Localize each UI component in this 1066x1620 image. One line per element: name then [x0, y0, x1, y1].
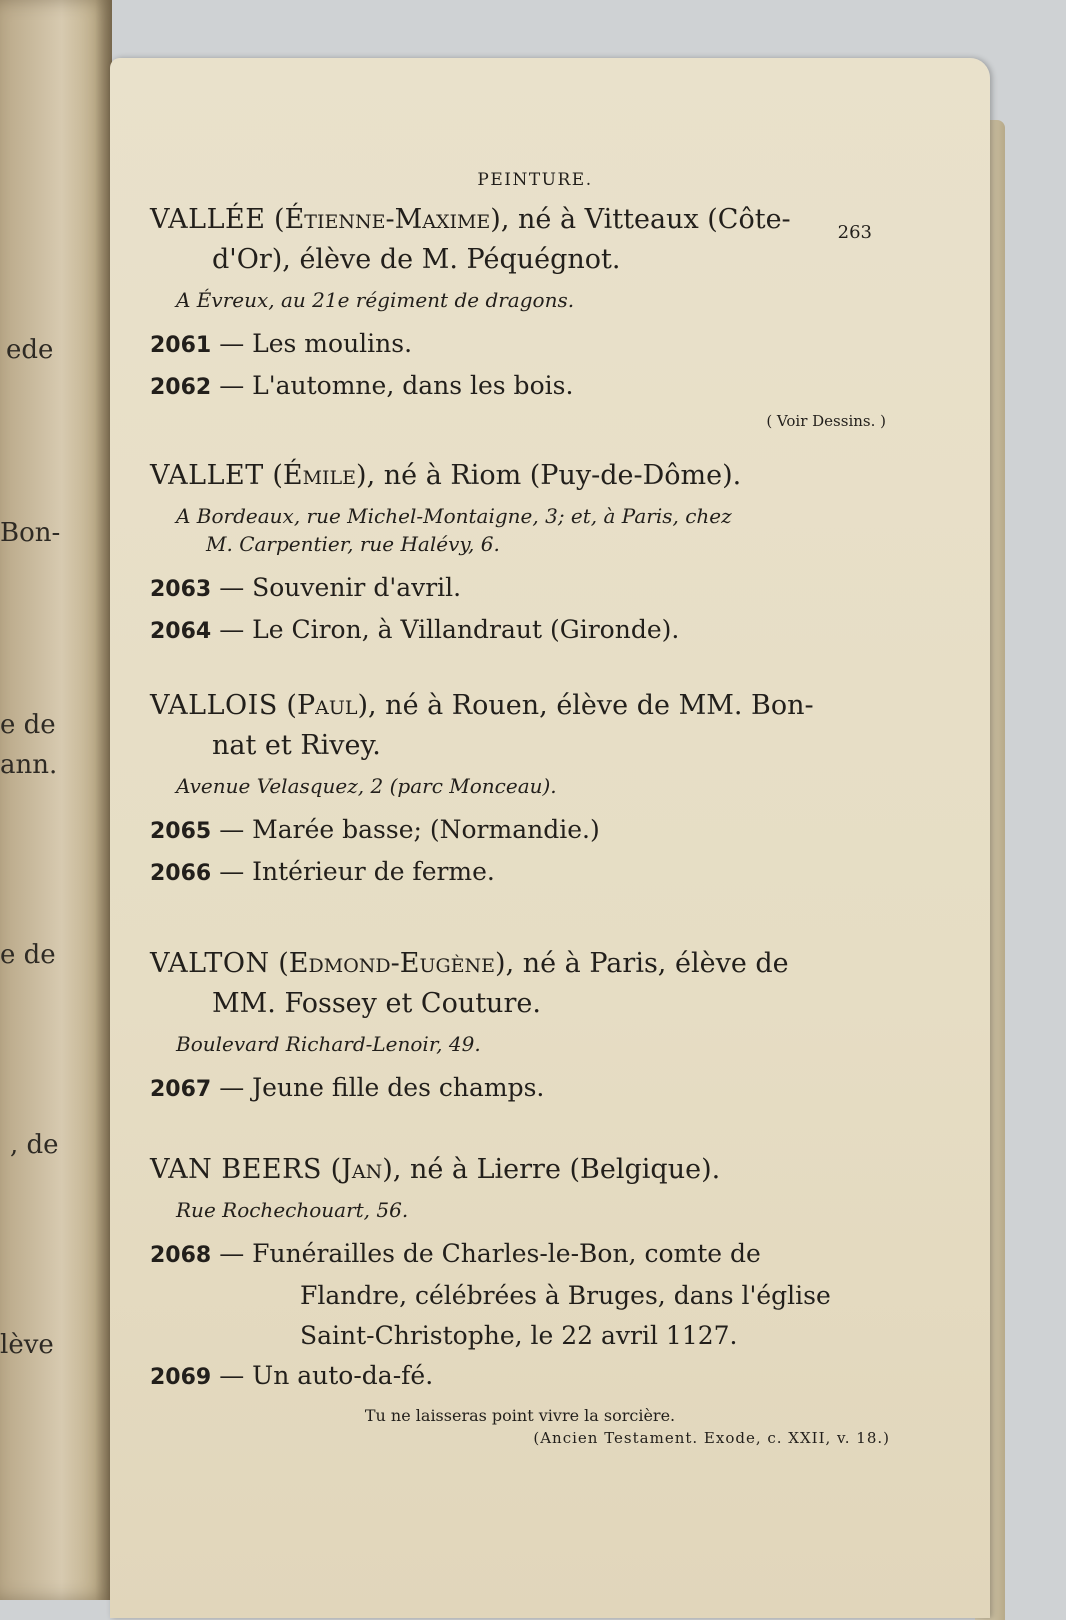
work-number: 2064	[150, 619, 212, 644]
work-title: — Intérieur de ferme.	[219, 857, 495, 886]
facing-page	[0, 0, 112, 1600]
work-number: 2068	[150, 1243, 212, 1268]
left-page-fragment: e de	[0, 710, 56, 740]
artist-heading	[150, 456, 890, 496]
work-item	[150, 810, 890, 852]
work-title-cont: Flandre, célébrées à Bruges, dans l'église	[300, 1281, 831, 1310]
work-item	[150, 852, 890, 894]
work-number: 2069	[150, 1365, 212, 1390]
artist-entry	[150, 944, 890, 1110]
work-title: — Un auto-da-fé.	[219, 1361, 434, 1390]
work-number: 2063	[150, 577, 212, 602]
work-item	[150, 324, 890, 366]
work-number: 2067	[150, 1077, 212, 1102]
artist-surname: VAN BEERS	[150, 1154, 322, 1185]
work-title: — Les moulins.	[219, 329, 413, 358]
artist-surname: VALLÉE	[150, 204, 266, 235]
address-line-cont: M. Carpentier, rue Halévy, 6.	[206, 532, 500, 556]
artist-given-name: (Edmond-Eugène)	[278, 948, 506, 979]
left-page-fragment: ann.	[0, 750, 58, 780]
artist-details: , né à Vitteaux (Côte-	[500, 204, 791, 235]
catalogue-content	[150, 170, 890, 1447]
artist-address: Avenue Velasquez, 2 (parc Monceau).	[176, 774, 557, 798]
work-number: 2062	[150, 375, 212, 400]
work-title: — Le Ciron, à Villandraut (Gironde).	[219, 615, 680, 644]
work-title: — L'automne, dans les bois.	[219, 371, 574, 400]
artist-entry	[150, 456, 890, 652]
artist-heading	[150, 686, 890, 766]
left-page-fragment: lève	[0, 1330, 54, 1360]
work-title: — Souvenir d'avril.	[219, 573, 462, 602]
artist-entry	[150, 200, 890, 430]
left-page-fragment: Bon-	[0, 518, 61, 548]
artist-details-cont: d'Or), élève de M. Péquégnot.	[212, 244, 621, 275]
work-item	[150, 1356, 890, 1398]
artist-address: A Évreux, au 21e régiment de dragons.	[176, 288, 575, 312]
artist-surname: VALTON	[150, 948, 270, 979]
artist-given-name: (Émile)	[272, 460, 367, 491]
artist-details: , né à Rouen, élève de MM. Bon-	[368, 690, 814, 721]
artist-entry	[150, 686, 890, 894]
artist-heading	[150, 200, 890, 280]
work-item	[150, 1234, 890, 1356]
artist-entry	[150, 1150, 890, 1398]
left-page-fragment: , de	[10, 1130, 59, 1160]
epigraph-quote: Tu ne laisseras point vivre la sorcière.	[364, 1406, 676, 1425]
artist-address: Rue Rochechouart, 56.	[176, 1198, 409, 1222]
work-item	[150, 610, 890, 652]
artist-surname: VALLET	[150, 460, 264, 491]
work-number: 2065	[150, 819, 212, 844]
left-page-fragment: e de	[0, 940, 56, 970]
artist-given-name: (Étienne-Maxime)	[274, 204, 501, 235]
artist-heading	[150, 1150, 890, 1190]
artist-details-cont: MM. Fossey et Couture.	[212, 988, 541, 1019]
work-item	[150, 366, 890, 408]
work-item	[150, 568, 890, 610]
left-page-fragment: ede	[6, 335, 54, 365]
page-header: PEINTURE.	[477, 170, 593, 190]
work-title: — Funérailles de Charles-le-Bon, comte de	[219, 1239, 761, 1268]
cross-reference-note: ( Voir Dessins. )	[766, 412, 886, 430]
artist-given-name: (Paul)	[286, 690, 369, 721]
artist-surname: VALLOIS	[150, 690, 278, 721]
artist-details-cont: nat et Rivey.	[212, 730, 381, 761]
work-number: 2061	[150, 333, 212, 358]
artist-given-name: (Jan)	[330, 1154, 393, 1185]
artist-details: , né à Lierre (Belgique).	[392, 1154, 721, 1185]
work-title-cont: Saint-Christophe, le 22 avril 1127.	[300, 1321, 738, 1350]
artist-details: , né à Paris, élève de	[505, 948, 789, 979]
artist-address	[150, 502, 890, 558]
address-line: A Bordeaux, rue Michel-Montaigne, 3; et, à Paris, chez	[176, 504, 732, 528]
page-number: 263	[837, 222, 872, 243]
artist-address: Boulevard Richard-Lenoir, 49.	[176, 1032, 481, 1056]
work-item	[150, 1068, 890, 1110]
epigraph-reference: (Ancien Testament. Exode, c. XXII, v. 18.)	[533, 1429, 890, 1447]
work-number: 2066	[150, 861, 212, 886]
work-title: — Marée basse; (Normandie.)	[219, 815, 600, 844]
work-title: — Jeune fille des champs.	[219, 1073, 545, 1102]
artist-details: , né à Riom (Puy-de-Dôme).	[366, 460, 742, 491]
artist-heading	[150, 944, 890, 1024]
